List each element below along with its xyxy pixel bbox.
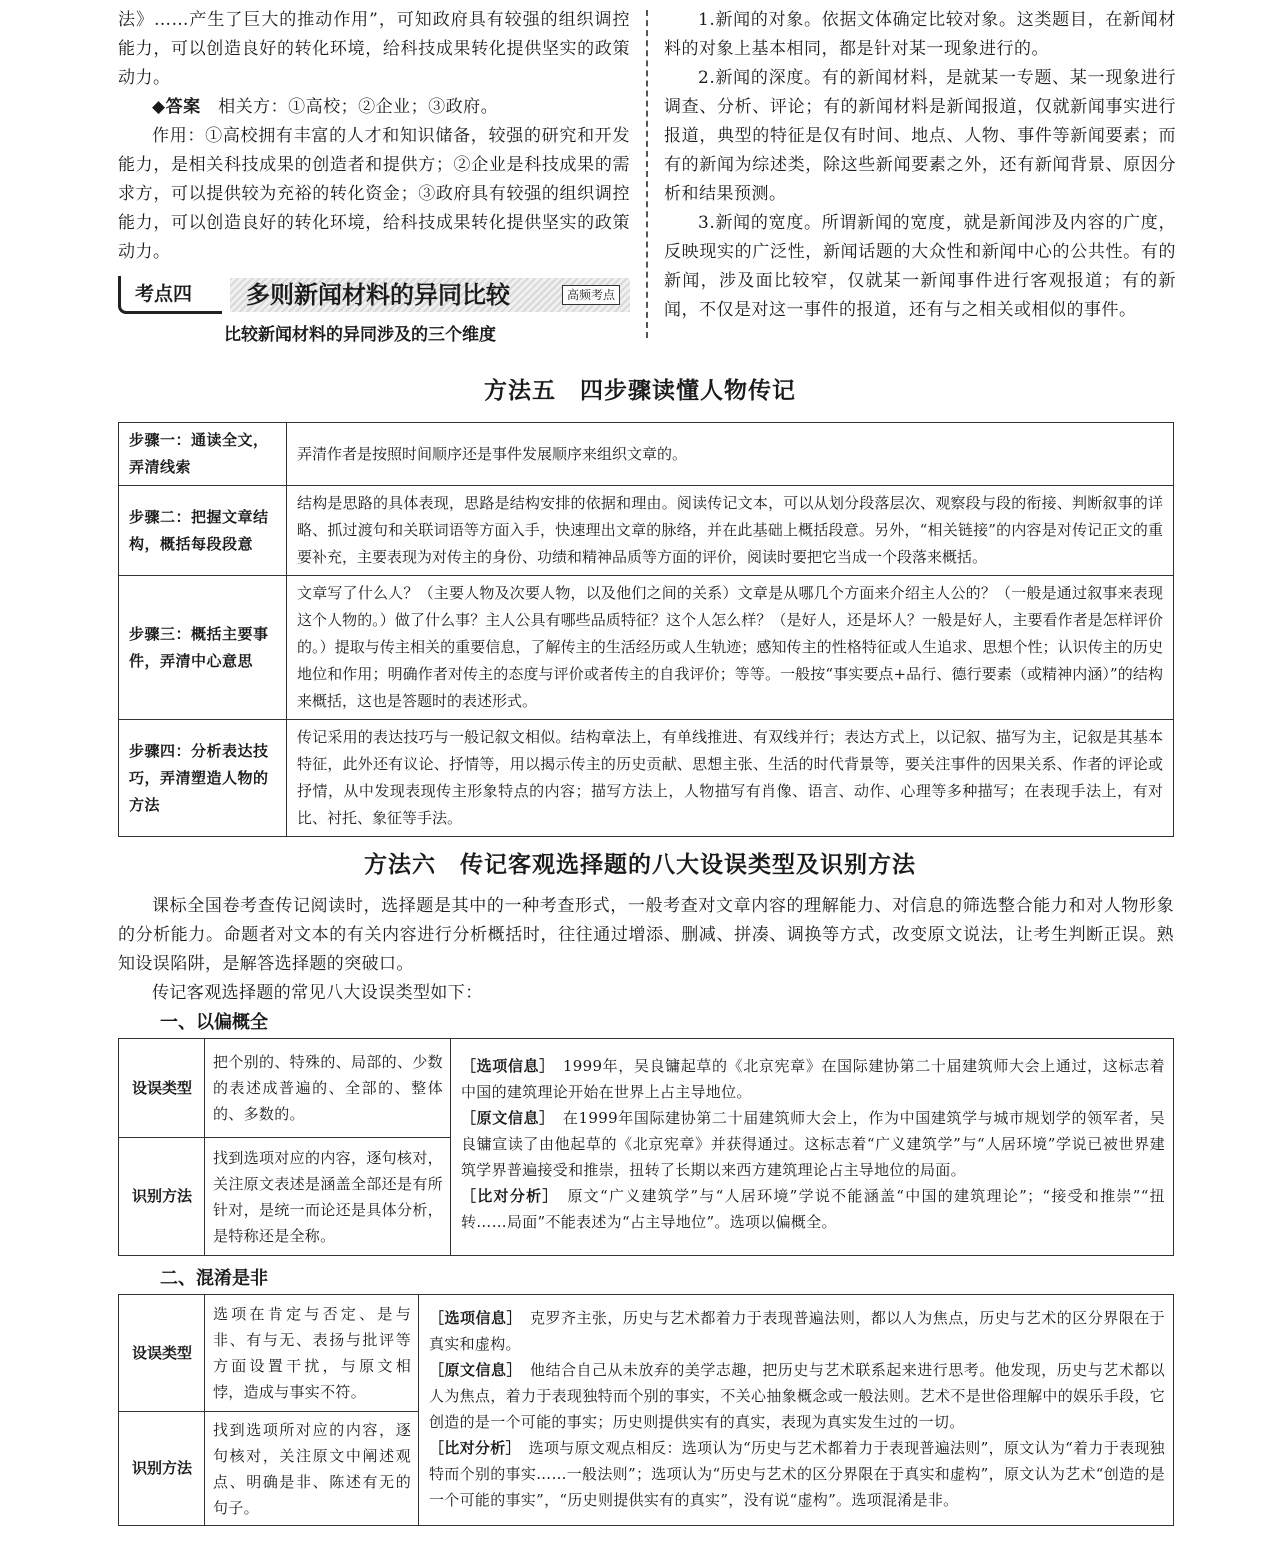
right-para-1: 1.新闻的对象。依据文体确定比较对象。这类题目，在新闻材料的对象上基本相同，都是针对某一现象进行的。 — [664, 10, 1176, 59]
section-1-title: 一、以偏概全 — [160, 1012, 268, 1033]
section-1-box — [118, 1038, 1174, 1256]
step-text: 结构是思路的具体表现，思路是结构安排的依据和理由。阅读传记文本，可以从划分段落层次、观察段与段的衔接、判断叙事的详略、抓过渡句和关联词语等方面入手，快速理出文章的脉络，并在此基础上概括段意。另外，“相关链接”的内容是对传记正文的重要补充，主要表现为对传主的身份、功绩和精神品质等方面的评价，阅读时要把它当成一个段落来概括。 — [287, 486, 1174, 576]
analysis-info: ［比对分析］ 原文“广义建筑学”与“人居环境”学说不能涵盖“中国的建筑理论”；“接受和推崇”“扭转……局面”不能表述为“占主导地位”。选项以偏概全。 — [461, 1187, 1165, 1231]
kaodian-header — [118, 276, 630, 314]
original-tag: ［原文信息］ — [429, 1361, 515, 1379]
label-column — [119, 1295, 205, 1525]
original-info: ［原文信息］ 在1999年国际建协第二十届建筑师大会上，作为中国建筑学与城市规划学的领军者，吴良镛宣读了由他起草的《北京宪章》并获得通过。这标志着“广义建筑学”与“人居环境”学说已被世界建筑学界普遍接受和推崇，扭转了长期以来西方建筑理论占主导地位的局面。 — [461, 1109, 1165, 1179]
left-para-1: 法》……产生了巨大的推动作用”，可知政府具有较强的组织调控能力，可以创造良好的转化环境，给科技成果转化提供坚实的政策动力。 — [118, 10, 630, 88]
section-2-box — [118, 1294, 1174, 1526]
step-text: 文章写了什么人？（主要人物及次要人物，以及他们之间的关系）文章是从哪几个方面来介绍主人公的？（一般是通过叙事来表现这个人物的。）做了什么事？主人公具有哪些品质特征？这个人怎么样？（是好人，还是坏人？一般是好人，主要看作者是怎样评价的。）提取与传主相关的重要信息，了解传主的生活经历或人生轨迹；感知传主的性格特征或人生追求、思想个性；认识传主的历史地位和作用；明确作者对传主的态度与评价或者传主的自我评价；等等。一般按“事实要点+品行、德行要素（或精神内涵）”的结构来概括，这也是答题时的表述形式。 — [287, 576, 1174, 720]
example-block — [429, 1305, 1165, 1513]
method6-intro — [118, 892, 1174, 1008]
kaodian-badge: 高频考点 — [562, 285, 620, 305]
method-label: 识别方法 — [131, 1459, 192, 1477]
row-divider — [119, 1137, 451, 1138]
type-label: 设误类型 — [131, 1344, 192, 1362]
analysis-tag: ［比对分析］ — [461, 1187, 552, 1205]
row-divider — [119, 1411, 419, 1412]
right-para-3: 3.新闻的宽度。所谓新闻的宽度，就是新闻涉及内容的广度，反映现实的广泛性，新闻话题的大众性和新闻中心的公共性。有的新闻，涉及面比较窄，仅就某一新闻事件进行客观报道；有的新闻，不仅是对这一事件的报道，还有与之相关或相似的事件。 — [664, 213, 1176, 320]
step-label: 步骤三：概括主要事件，弄清中心意思 — [119, 576, 287, 720]
table-row — [119, 576, 1174, 720]
step-text: 传记采用的表达技巧与一般记叙文相似。结构章法上，有单线推进、有双线并行；表达方式上，以记叙、描写为主，记叙是其基本特征，此外还有议论、抒情等，用以揭示传主的历史贡献、思想主张、生活的时代背景等，要关注事件的因果关系、作者的评论或抒情，从中发现表现传主形象特点的内容；描写方法上，人物描写有肖像、语言、动作、心理等多种描写；在表现手法上，有对比、衬托、象征等手法。 — [287, 720, 1174, 837]
example-block — [461, 1053, 1165, 1235]
column-divider — [646, 10, 648, 338]
kaodian-tag: 考点四 — [118, 276, 222, 314]
analysis-info: ［比对分析］ 选项与原文观点相反：选项认为“历史与艺术都着力于表现普遍法则”，原文认为“着力于表现独特而个别的事实……一般法则”；选项认为“历史与艺术的区分界限在于真实和虚构”，原文认为艺术“创造的是一个可能的事实”，“历史则提供实有的真实”，没有说“虚构”。选项混淆是非。 — [429, 1439, 1165, 1509]
label-column — [119, 1039, 205, 1255]
option-tag: ［选项信息］ — [461, 1057, 548, 1075]
answer-text: 相关方：①高校；②企业；③政府。 — [218, 97, 499, 117]
analysis-tag: ［比对分析］ — [429, 1439, 514, 1457]
step-label: 步骤四：分析表达技巧，弄清塑造人物的方法 — [119, 720, 287, 837]
left-para-2: 作用：①高校拥有丰富的人才和知识储备，较强的研究和开发能力，是相关科技成果的创造者和提供方；②企业是科技成果的需求方，可以提供较为充裕的转化资金；③政府具有较强的组织调控能力，可以创造良好的转化环境，给科技成果转化提供坚实的政策动力。 — [118, 126, 630, 262]
type-desc: 把个别的、特殊的、局部的、少数的表述成普遍的、全部的、整体的、多数的。 — [213, 1053, 443, 1123]
method-desc: 找到选项所对应的内容，逐句核对，关注原文中阐述观点、明确是非、陈述有无的句子。 — [213, 1421, 411, 1517]
sub-heading: 比较新闻材料的异同涉及的三个维度 — [224, 325, 496, 345]
type-desc: 选项在肯定与否定、是与非、有与无、表扬与批评等方面设置干扰，与原文相悖，造成与事实不符。 — [213, 1305, 411, 1401]
method-desc: 找到选项对应的内容，逐句核对，关注原文表述是涵盖全部还是有所针对，是统一而论还是具体分析，是特称还是全称。 — [213, 1149, 443, 1245]
type-label: 设误类型 — [131, 1079, 192, 1097]
table-row — [119, 486, 1174, 576]
option-info: ［选项信息］ 克罗齐主张，历史与艺术都着力于表现普遍法则，都以人为焦点，历史与艺术的区分界限在于真实和虚构。 — [429, 1309, 1165, 1353]
option-info: ［选项信息］ 1999年，吴良镛起草的《北京宪章》在国际建协第二十届建筑师大会上通过，这标志着中国的建筑理论开始在世界上占主导地位。 — [461, 1057, 1165, 1101]
method6-title: 方法六 传记客观选择题的八大设误类型及识别方法 — [364, 852, 916, 878]
option-tag: ［选项信息］ — [429, 1309, 515, 1327]
method5-title: 方法五 四步骤读懂人物传记 — [484, 378, 796, 404]
original-tag: ［原文信息］ — [461, 1109, 548, 1127]
original-info: ［原文信息］ 他结合自己从未放弃的美学志趣，把历史与艺术联系起来进行思考。他发现，历史与艺术都以人为焦点，着力于表现独特而个别的事实，不关心抽象概念或一般法则。艺术不是世俗理解中的娱乐手段，它创造的是一个可能的事实；历史则提供实有的真实，表现为真实发生过的一切。 — [429, 1361, 1165, 1431]
method-label: 识别方法 — [131, 1187, 192, 1205]
left-column — [118, 6, 630, 267]
step-label: 步骤一：通读全文，弄清线索 — [119, 423, 287, 486]
kaodian-title: 多则新闻材料的异同比较 — [246, 281, 510, 309]
right-para-2: 2.新闻的深度。有的新闻材料，是就某一专题、某一现象进行调查、分析、评论；有的新闻材料是新闻报道，仅就新闻事实进行报道，典型的特征是仅有时间、地点、人物、事件等新闻要素；而有的新闻为综述类，除这些新闻要素之外，还有新闻背景、原因分析和结果预测。 — [664, 68, 1176, 204]
table-row — [119, 720, 1174, 837]
answer-label: ◆答案 — [152, 97, 201, 117]
intro-para-2: 传记客观选择题的常见八大设误类型如下： — [152, 983, 483, 1003]
answer-line — [118, 93, 630, 122]
intro-para-1: 课标全国卷考查传记阅读时，选择题是其中的一种考查形式，一般考查对文章内容的理解能力、对信息的筛选整合能力和对人物形象的分析能力。命题者对文本的有关内容进行分析概括时，往往通过增添、删减、拼凑、调换等方式，改变原文说法，让考生判断正误。熟知设误陷阱，是解答选择题的突破口。 — [118, 896, 1174, 974]
table-row — [119, 423, 1174, 486]
section-2-title: 二、混淆是非 — [160, 1268, 268, 1289]
steps-table — [118, 422, 1174, 837]
step-label: 步骤二：把握文章结构，概括每段段意 — [119, 486, 287, 576]
step-text: 弄清作者是按照时间顺序还是事件发展顺序来组织文章的。 — [287, 423, 1174, 486]
right-column — [664, 6, 1176, 325]
